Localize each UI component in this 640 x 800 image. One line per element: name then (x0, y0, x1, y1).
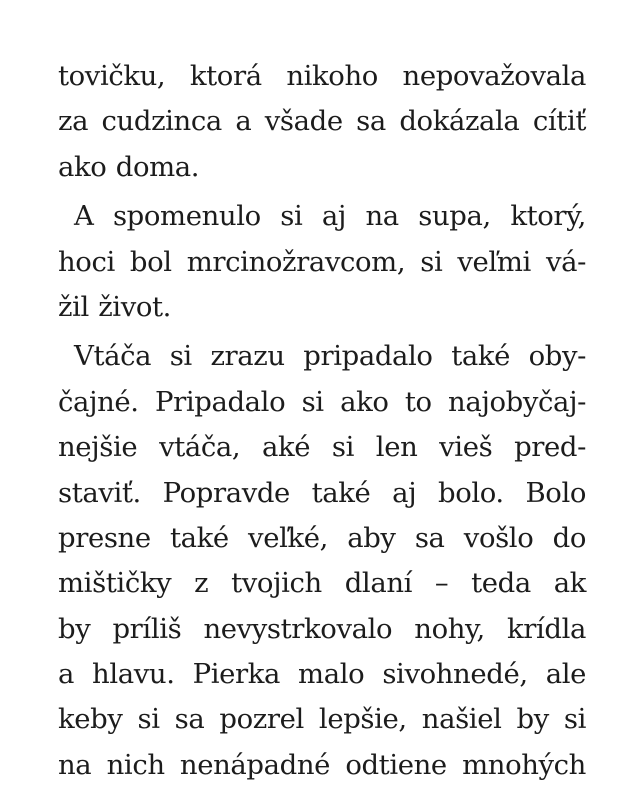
text-line: čajné. Pripadalo si ako to najobyčaj- (58, 385, 586, 418)
text-line: A spomenulo si aj na supa, ktorý, (74, 200, 586, 233)
paragraph (58, 194, 586, 330)
text-line: tovičku, ktorá nikoho nepovažovala (58, 60, 586, 92)
book-page (58, 54, 586, 788)
text-line: ako doma. (58, 150, 200, 183)
text-line: žil život. (58, 290, 171, 323)
text-line: hoci bol mrcinožravcom, si veľmi vá- (58, 245, 586, 278)
text-line: na nich nenápadné odtiene mnohých (58, 748, 586, 781)
text-line: nejšie vtáča, aké si len vieš pred- (58, 431, 586, 464)
paragraph (58, 334, 586, 788)
paragraph (58, 54, 586, 190)
text-line: mištičky z tvojich dlaní – teda ak (58, 567, 586, 600)
text-line: keby si sa pozrel lepšie, našiel by si (58, 703, 586, 736)
text-line: za cudzinca a všade sa dokázala cítiť (58, 105, 586, 138)
text-line: Vtáča si zrazu pripadalo také oby- (74, 340, 586, 373)
text-line: presne také veľké, aby sa vošlo do (58, 521, 586, 554)
text-line: a hlavu. Pierka malo sivohnedé, ale (58, 658, 586, 691)
text-line: staviť. Popravde také aj bolo. Bolo (58, 476, 586, 509)
text-line: by príliš nevystrkovalo nohy, krídla (58, 612, 586, 645)
